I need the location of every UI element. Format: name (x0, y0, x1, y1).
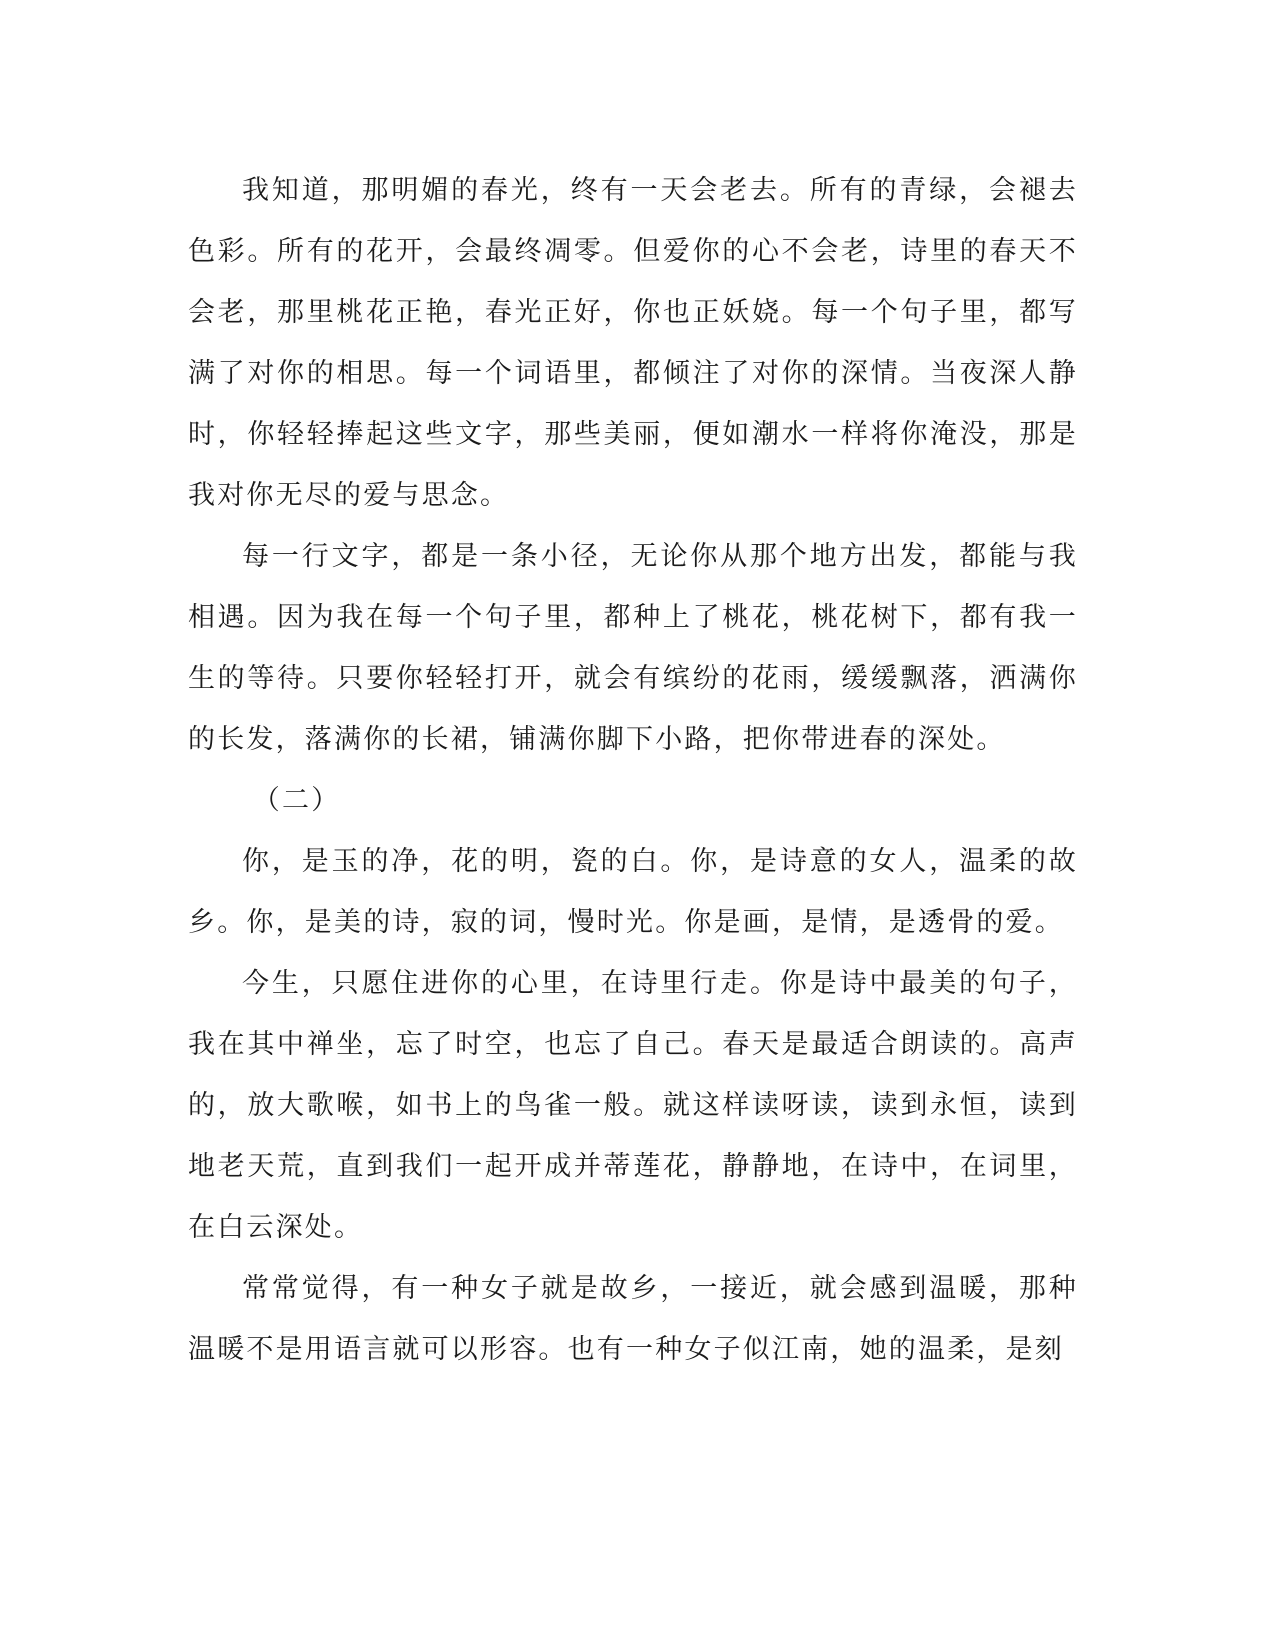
paragraph-jade-purity: 你，是玉的净，花的明，瓷的白。你，是诗意的女人，温柔的故乡。你，是美的诗，寂的词，慢时光。你是画，是情，是透骨的爱。 (188, 846, 1078, 938)
paragraph-hometown-woman: 常常觉得，有一种女子就是故乡，一接近，就会感到温暖，那种温暖不是用语言就可以形容。也有一种女子似江南，她的温柔，是刻 (188, 1273, 1078, 1365)
section-heading-two: （二） (252, 785, 341, 816)
paragraph-text-paths: 每一行文字，都是一条小径，无论你从那个地方出发，都能与我相遇。因为我在每一个句子里，都种上了桃花，桃花树下，都有我一生的等待。只要你轻轻打开，就会有缤纷的花雨，缓缓飘落，洒满你的长发，落满你的长裙，铺满你脚下小路，把你带进春的深处。 (188, 541, 1078, 755)
paragraph-this-life: 今生，只愿住进你的心里，在诗里行走。你是诗中最美的句子，我在其中禅坐，忘了时空，也忘了自己。春天是最适合朗读的。高声的，放大歌喉，如书上的鸟雀一般。就这样读呀读，读到永恒，读到地老天荒，直到我们一起开成并蒂莲花，静静地，在诗中，在词里，在白云深处。 (188, 968, 1078, 1243)
document-body (188, 160, 1078, 1380)
paragraph-spring-light: 我知道，那明媚的春光，终有一天会老去。所有的青绿，会褪去色彩。所有的花开，会最终凋零。但爱你的心不会老，诗里的春天不会老，那里桃花正艳，春光正好，你也正妖娆。每一个句子里，都写满了对你的相思。每一个词语里，都倾注了对你的深情。当夜深人静时，你轻轻捧起这些文字，那些美丽，便如潮水一样将你淹没，那是我对你无尽的爱与思念。 (188, 175, 1078, 511)
